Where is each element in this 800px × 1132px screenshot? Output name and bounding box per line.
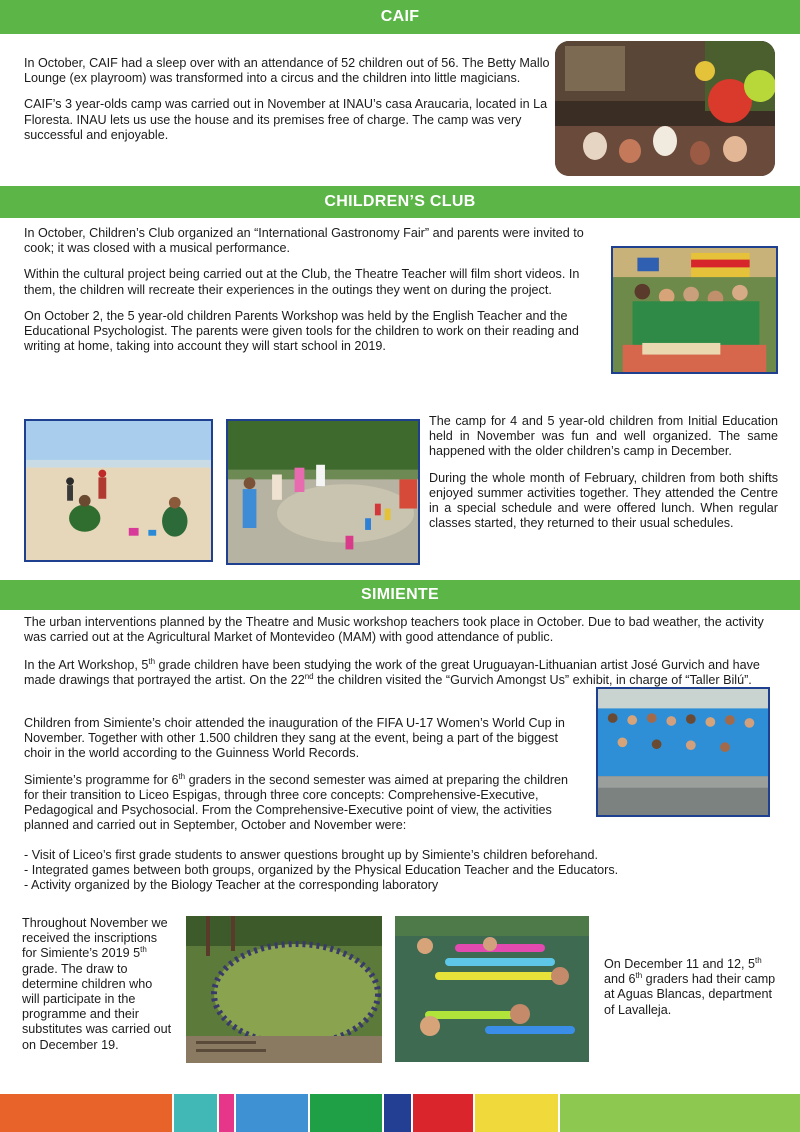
superscript: th xyxy=(148,656,156,666)
list-item: - Visit of Liceo’s first grade students to answer questions brought up by Simiente’s children beforehand. xyxy=(24,848,599,862)
photo-gastronomy-fair xyxy=(611,246,778,374)
paragraph: In October, CAIF had a sleep over with an attendance of 52 children out of 56. The Betty Mallo Lounge (ex playroom) was transformed into a circus and the children into little magicians. xyxy=(24,56,550,86)
photo-beach-camp xyxy=(24,419,213,562)
footer-block-green xyxy=(310,1094,382,1132)
paragraph xyxy=(604,957,784,1018)
simiente-camp-text xyxy=(604,957,784,1018)
caif-text xyxy=(24,56,550,143)
section-title: SIMIENTE xyxy=(361,586,439,603)
footer-block-teal xyxy=(174,1094,217,1132)
footer-block-blue xyxy=(236,1094,308,1132)
text-span: grade children have been studying the work of the great Uruguayan-Lithuanian artist José Gurvich and have made drawings that portrayed the artist. On the 22 xyxy=(24,658,760,688)
footer-block-pink xyxy=(219,1094,234,1132)
footer-block-orange xyxy=(0,1094,172,1132)
childrens-club-text xyxy=(24,226,602,354)
simiente-art-workshop xyxy=(24,658,780,688)
text-span: graders in the second semester was aimed at preparing the children for their transition to Liceo Espigas, through three core concepts: Comprehensive-Executive, Pedagogical and Psychosocial. From the Comprehensive-Executive point of view, the activities planned and carried out in September, October and November were: xyxy=(24,772,569,833)
text-span: grade. The draw to determine children who will participate in the programme and their substitutes was carried out on December 19. xyxy=(22,961,172,1052)
superscript: th xyxy=(635,971,643,981)
superscript: th xyxy=(754,955,762,965)
section-title: CHILDREN’S CLUB xyxy=(324,193,476,210)
photo-choir xyxy=(596,687,770,817)
photo-circle-field xyxy=(186,916,382,1063)
paragraph: Within the cultural project being carried out at the Club, the Theatre Teacher will film short videos. In them, the children will recreate their experiences in the outings they went on during the project. xyxy=(24,267,580,297)
superscript: th xyxy=(140,945,147,955)
section-header-childrens-club xyxy=(0,186,800,218)
section-header-simiente xyxy=(0,580,800,610)
text-span: and 6 xyxy=(604,972,636,987)
text-span: graders had their camp at Aguas Blancas, department of Lavalleja. xyxy=(604,972,776,1017)
simiente-intro xyxy=(24,615,780,645)
footer-block-yellow xyxy=(475,1094,558,1132)
paragraph: In October, Children’s Club organized an “International Gastronomy Fair” and parents were invited to cook; it was closed with a musical performance. xyxy=(24,226,584,256)
paragraph: CAIF’s 3 year-olds camp was carried out in November at INAU’s casa Araucaria, located in La Floresta. INAU lets us use the house and its premises free of charge. The camp was very successful and enjoyable. xyxy=(24,97,548,142)
list-item: - Activity organized by the Biology Teacher at the corresponding laboratory xyxy=(24,878,439,893)
list-item: - Integrated games between both groups, organized by the Physical Education Teacher and the Educators. xyxy=(24,863,619,878)
footer-block-navy xyxy=(384,1094,411,1132)
paragraph: The camp for 4 and 5 year-old children from Initial Education held in November was fun and well organized. The same happened with the older children’s camp in December. xyxy=(429,414,778,459)
simiente-choir-and-programme xyxy=(24,716,582,833)
photo-circus-party xyxy=(555,41,775,176)
paragraph: On October 2, the 5 year-old children Parents Workshop was held by the English Teacher and the Educational Psychologist. The parents were given tools for the children to work on their reading and writing at home, taking into account they will start school in 2019. xyxy=(24,308,579,354)
section-title: CAIF xyxy=(380,8,420,25)
paragraph xyxy=(24,658,780,688)
paragraph: The urban interventions planned by the Theatre and Music workshop teachers took place in October. Due to bad weather, the activity was carried out at the Agricultural Market of Montevideo (MAM) with good attendance of public. xyxy=(24,615,764,645)
text-span: Throughout November we received the inscriptions for Simiente’s 2019 5 xyxy=(22,916,168,961)
photo-pool-swim xyxy=(395,916,589,1062)
simiente-activities-list xyxy=(24,848,780,894)
photo-garden-games xyxy=(226,419,420,565)
text-span: On December 11 and 12, 5 xyxy=(604,957,755,971)
paragraph xyxy=(22,916,172,1053)
childrens-club-side-text xyxy=(429,414,778,531)
paragraph: Children from Simiente’s choir attended the inauguration of the FIFA U-17 Women’s World Cup in November. Together with other 1.500 children they sang at the event, being a part of the biggest choir in the world according to the Guinness World Records. xyxy=(24,716,565,761)
text-span: In the Art Workshop, 5 xyxy=(24,658,149,672)
section-header-caif xyxy=(0,0,800,34)
text-span: Simiente’s programme for 6 xyxy=(24,772,179,787)
footer-block-red xyxy=(413,1094,473,1132)
paragraph xyxy=(24,773,582,834)
text-span: the children visited the “Gurvich Amongst Us” exhibit, in charge of “Taller Bilú”. xyxy=(313,673,752,688)
superscript: th xyxy=(178,771,186,781)
paragraph: During the whole month of February, children from both shifts enjoyed summer activities together. They attended the Centre in a special schedule and were offered lunch. When regular classes started, they returned to their usual schedules. xyxy=(429,470,778,531)
superscript: nd xyxy=(304,672,314,682)
simiente-inscriptions-text xyxy=(22,916,172,1053)
footer-block-lime xyxy=(560,1094,800,1132)
